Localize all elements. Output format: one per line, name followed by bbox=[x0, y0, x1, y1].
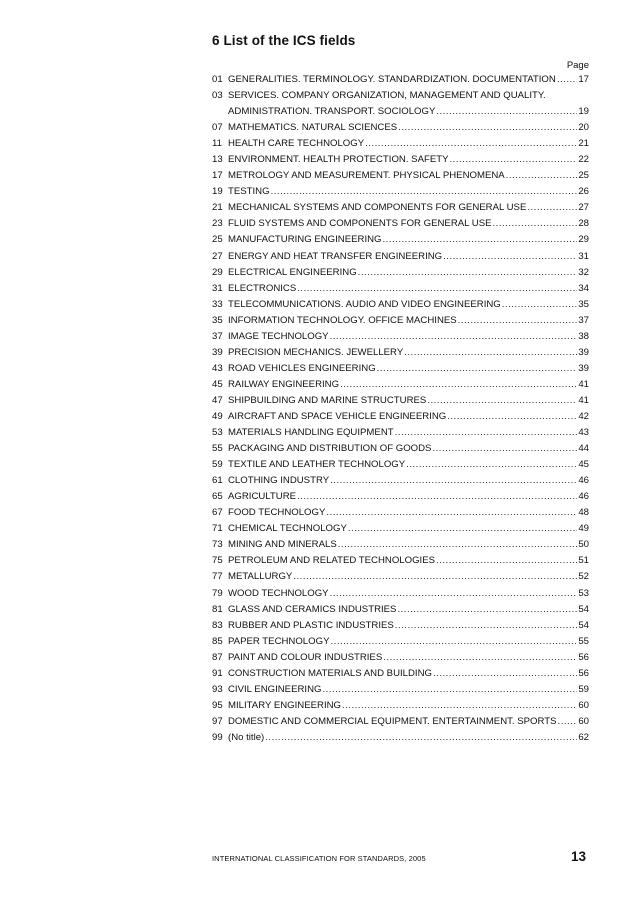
toc-entry-code: 49 bbox=[212, 410, 223, 422]
toc-entry-label: ELECTRONICS bbox=[228, 282, 297, 294]
toc-entry-label: CLOTHING INDUSTRY bbox=[228, 475, 330, 487]
toc-leader-dots bbox=[404, 345, 577, 361]
toc-entry-code: 13 bbox=[212, 154, 223, 166]
toc-entry-label: SERVICES. COMPANY ORGANIZATION, MANAGEMENT AND QUALITY. bbox=[228, 90, 546, 102]
toc-entry-label: AGRICULTURE bbox=[228, 491, 297, 503]
toc-leader-dots bbox=[338, 537, 578, 553]
toc-entry-label: TELECOMMUNICATIONS. AUDIO AND VIDEO ENGINEERING bbox=[228, 298, 501, 310]
toc-entry-code: 17 bbox=[212, 170, 223, 182]
toc-entry-code: 65 bbox=[212, 491, 223, 503]
toc-leader-dots bbox=[383, 650, 577, 666]
toc-entry-page: 34 bbox=[578, 282, 589, 294]
toc-entry bbox=[212, 666, 589, 682]
toc-entry bbox=[212, 393, 589, 409]
toc-entry-page: 59 bbox=[578, 683, 589, 695]
toc-entry-code: 45 bbox=[212, 378, 223, 390]
toc-entry-label-continued: ADMINISTRATION. TRANSPORT. SOCIOLOGY bbox=[228, 106, 436, 118]
toc-entry bbox=[212, 313, 589, 329]
footer-text: INTERNATIONAL CLASSIFICATION FOR STANDARDS, 2005 bbox=[212, 854, 426, 863]
toc-entry bbox=[212, 88, 589, 104]
toc-leader-dots bbox=[383, 232, 578, 248]
toc-entry bbox=[212, 345, 589, 361]
toc-entry-page: 31 bbox=[578, 250, 589, 262]
toc-leader-dots bbox=[436, 104, 577, 120]
footer-page-number: 13 bbox=[570, 849, 586, 864]
toc-leader-dots bbox=[395, 618, 578, 634]
toc-entry-label: CIVIL ENGINEERING bbox=[228, 683, 322, 695]
toc-entry-label: PETROLEUM AND RELATED TECHNOLOGIES bbox=[228, 555, 436, 567]
toc-entry-label: INFORMATION TECHNOLOGY. OFFICE MACHINES bbox=[228, 314, 457, 326]
toc-entry-page: 38 bbox=[578, 330, 589, 342]
toc-entry-code: 67 bbox=[212, 507, 223, 519]
toc-entry bbox=[212, 232, 589, 248]
toc-entry-page: 51 bbox=[578, 555, 589, 567]
toc-entry-page: 21 bbox=[578, 138, 589, 150]
toc-entry bbox=[212, 425, 589, 441]
toc-entry-label: PRECISION MECHANICS. JEWELLERY bbox=[228, 346, 404, 358]
toc-entry-code: 93 bbox=[212, 683, 223, 695]
toc-entry bbox=[212, 505, 589, 521]
toc-leader-dots bbox=[406, 457, 577, 473]
toc-entry-code: 75 bbox=[212, 555, 223, 567]
toc-leader-dots bbox=[271, 184, 578, 200]
toc-entry bbox=[212, 473, 589, 489]
toc-entry-label: HEALTH CARE TECHNOLOGY bbox=[228, 138, 365, 150]
toc-leader-dots bbox=[293, 569, 577, 585]
toc-entry-label: MANUFACTURING ENGINEERING bbox=[228, 234, 382, 246]
toc-leader-dots bbox=[502, 297, 578, 313]
toc-entry-code: 33 bbox=[212, 298, 223, 310]
toc-entry-page: 41 bbox=[578, 378, 589, 390]
toc-leader-dots bbox=[427, 393, 577, 409]
toc-entry-code: 59 bbox=[212, 459, 223, 471]
toc-leader-dots bbox=[443, 249, 577, 265]
toc-entry-page: 17 bbox=[578, 74, 589, 85]
toc-entry bbox=[212, 265, 589, 281]
toc-leader-dots bbox=[433, 666, 577, 682]
toc-entry bbox=[212, 489, 589, 505]
page-column-label: Page bbox=[566, 60, 589, 71]
toc-entry bbox=[212, 618, 589, 634]
toc-entry-code: 79 bbox=[212, 587, 223, 599]
toc-leader-dots bbox=[493, 216, 578, 232]
toc-entry bbox=[212, 714, 589, 730]
toc-entry bbox=[212, 120, 589, 136]
toc-entry bbox=[212, 216, 589, 232]
toc-entry bbox=[212, 168, 589, 184]
toc-entry bbox=[212, 602, 589, 618]
toc-entry-label: DOMESTIC AND COMMERCIAL EQUIPMENT. ENTERTAINMENT. SPORTS bbox=[228, 715, 557, 727]
toc-entry-label: CONSTRUCTION MATERIALS AND BUILDING bbox=[228, 667, 432, 679]
toc-entry-code: 29 bbox=[212, 266, 223, 278]
toc-entry bbox=[212, 650, 589, 666]
toc-entry bbox=[212, 569, 589, 585]
toc-leader-dots bbox=[330, 586, 578, 602]
toc-entry-page: 60 bbox=[578, 699, 589, 711]
toc-entry-label: PACKAGING AND DISTRIBUTION OF GOODS bbox=[228, 443, 432, 455]
toc-entry-label: CHEMICAL TECHNOLOGY bbox=[228, 523, 347, 535]
toc-leader-dots bbox=[527, 200, 577, 216]
toc-entry bbox=[212, 281, 589, 297]
toc-entry bbox=[212, 72, 589, 88]
toc-entry bbox=[212, 104, 589, 120]
toc-entry-code: 71 bbox=[212, 523, 223, 535]
toc-entry-code: 97 bbox=[212, 715, 223, 727]
toc-entry-code: 37 bbox=[212, 330, 223, 342]
toc-leader-dots bbox=[326, 505, 577, 521]
toc-leader-dots bbox=[447, 409, 577, 425]
toc-leader-dots bbox=[342, 698, 577, 714]
toc-entry-label: METROLOGY AND MEASUREMENT. PHYSICAL PHENOMENA bbox=[228, 170, 505, 182]
toc-entry-code: 07 bbox=[212, 122, 223, 134]
toc-entry-code: 27 bbox=[212, 250, 223, 262]
toc-leader-dots bbox=[330, 329, 578, 345]
toc-entry bbox=[212, 377, 589, 393]
toc-leader-dots bbox=[395, 425, 578, 441]
toc-entry-label: MILITARY ENGINEERING bbox=[228, 699, 342, 711]
toc-entry-code: 47 bbox=[212, 394, 223, 406]
toc-entry-code: 35 bbox=[212, 314, 223, 326]
toc-entry-label: MECHANICAL SYSTEMS AND COMPONENTS FOR GENERAL USE bbox=[228, 202, 527, 214]
toc-entry-page: 56 bbox=[578, 651, 589, 663]
toc-entry bbox=[212, 329, 589, 345]
toc-entry-code: 21 bbox=[212, 202, 223, 214]
toc-entry-page: 22 bbox=[578, 154, 589, 166]
toc-leader-dots bbox=[377, 361, 578, 377]
toc-entry-page: 48 bbox=[578, 507, 589, 519]
toc-entry-label: GENERALITIES. TERMINOLOGY. STANDARDIZATION. DOCUMENTATION bbox=[228, 74, 556, 85]
toc-entry-page: 45 bbox=[578, 459, 589, 471]
toc-leader-dots bbox=[436, 553, 577, 569]
toc-entry-page: 39 bbox=[578, 362, 589, 374]
toc-leader-dots bbox=[506, 168, 578, 184]
toc-entry-label: ELECTRICAL ENGINEERING bbox=[228, 266, 357, 278]
toc-leader-dots bbox=[322, 682, 577, 698]
toc-entry-code: 83 bbox=[212, 619, 223, 631]
toc-leader-dots bbox=[458, 313, 578, 329]
toc-entry-label: MATERIALS HANDLING EQUIPMENT bbox=[228, 427, 394, 439]
toc-entry-code: 03 bbox=[212, 90, 223, 102]
toc-entry-code: 85 bbox=[212, 635, 223, 647]
toc-entry-code: 23 bbox=[212, 218, 223, 230]
toc-entry-page: 32 bbox=[578, 266, 589, 278]
toc-entry-page: 29 bbox=[578, 234, 589, 246]
toc-entry-label: ROAD VEHICLES ENGINEERING bbox=[228, 362, 376, 374]
toc-entry bbox=[212, 634, 589, 650]
toc-leader-dots bbox=[340, 377, 577, 393]
toc-entry-label: FOOD TECHNOLOGY bbox=[228, 507, 326, 519]
toc-entry-page: 19 bbox=[578, 106, 589, 118]
toc-entry-label: PAPER TECHNOLOGY bbox=[228, 635, 330, 647]
toc-entry-page: 26 bbox=[578, 186, 589, 198]
toc-entry bbox=[212, 586, 589, 602]
toc-entry-page: 52 bbox=[578, 571, 589, 583]
toc-entry-label: PAINT AND COLOUR INDUSTRIES bbox=[228, 651, 383, 663]
toc-entry-page: 60 bbox=[578, 715, 589, 727]
toc-leader-dots bbox=[450, 152, 578, 168]
toc-leader-dots bbox=[397, 602, 577, 618]
toc-entry-page: 28 bbox=[578, 218, 589, 230]
toc-entry bbox=[212, 682, 589, 698]
toc-entry bbox=[212, 441, 589, 457]
toc-entry-page: 54 bbox=[578, 619, 589, 631]
toc-entry-label: WOOD TECHNOLOGY bbox=[228, 587, 329, 599]
toc-entry-label: ENERGY AND HEAT TRANSFER ENGINEERING bbox=[228, 250, 443, 262]
toc-entry-page: 43 bbox=[578, 427, 589, 439]
toc-entry bbox=[212, 457, 589, 473]
toc-entry-label: TEXTILE AND LEATHER TECHNOLOGY bbox=[228, 459, 406, 471]
toc-entry-code: 39 bbox=[212, 346, 223, 358]
toc-leader-dots bbox=[432, 441, 577, 457]
toc-entry bbox=[212, 553, 589, 569]
toc-entry-label: FLUID SYSTEMS AND COMPONENTS FOR GENERAL USE bbox=[228, 218, 492, 230]
ics-fields-list bbox=[212, 72, 589, 746]
toc-entry bbox=[212, 409, 589, 425]
toc-entry-code: 91 bbox=[212, 667, 223, 679]
toc-entry-page: 27 bbox=[578, 202, 589, 214]
toc-entry-code: 81 bbox=[212, 603, 223, 615]
toc-entry-code: 53 bbox=[212, 427, 223, 439]
toc-entry-label: (No title) bbox=[228, 731, 265, 743]
toc-entry-code: 31 bbox=[212, 282, 223, 294]
toc-entry-code: 19 bbox=[212, 186, 223, 198]
toc-entry-label: GLASS AND CERAMICS INDUSTRIES bbox=[228, 603, 397, 615]
toc-entry-label: MINING AND MINERALS bbox=[228, 539, 337, 551]
toc-entry-code: 61 bbox=[212, 475, 223, 487]
toc-entry-code: 95 bbox=[212, 699, 223, 711]
toc-entry-page: 20 bbox=[578, 122, 589, 134]
toc-leader-dots bbox=[558, 714, 578, 730]
toc-entry-code: 11 bbox=[212, 138, 222, 150]
toc-entry-code: 77 bbox=[212, 571, 223, 583]
toc-leader-dots bbox=[330, 634, 577, 650]
toc-entry-page: 44 bbox=[578, 443, 589, 455]
toc-entry bbox=[212, 152, 589, 168]
toc-entry-page: 50 bbox=[578, 539, 589, 551]
toc-leader-dots bbox=[365, 136, 577, 152]
toc-entry-label: AIRCRAFT AND SPACE VEHICLE ENGINEERING bbox=[228, 410, 447, 422]
toc-entry-page: 53 bbox=[578, 587, 589, 599]
toc-entry-page: 35 bbox=[578, 298, 589, 310]
toc-entry-page: 49 bbox=[578, 523, 589, 535]
toc-entry-page: 55 bbox=[578, 635, 589, 647]
toc-entry-page: 62 bbox=[578, 731, 589, 743]
toc-entry-label: IMAGE TECHNOLOGY bbox=[228, 330, 329, 342]
toc-entry bbox=[212, 361, 589, 377]
toc-entry-page: 46 bbox=[578, 491, 589, 503]
toc-entry-code: 87 bbox=[212, 651, 223, 663]
toc-entry bbox=[212, 297, 589, 313]
toc-entry-label: METALLURGY bbox=[228, 571, 293, 583]
toc-entry-label: RUBBER AND PLASTIC INDUSTRIES bbox=[228, 619, 394, 631]
toc-entry bbox=[212, 730, 589, 746]
toc-entry-label: RAILWAY ENGINEERING bbox=[228, 378, 340, 390]
toc-leader-dots bbox=[398, 120, 577, 136]
toc-leader-dots bbox=[557, 72, 578, 88]
toc-entry-page: 25 bbox=[578, 170, 589, 182]
toc-leader-dots bbox=[330, 473, 577, 489]
toc-entry-code: 99 bbox=[212, 731, 223, 743]
toc-entry-code: 73 bbox=[212, 539, 223, 551]
toc-entry-page: 37 bbox=[578, 314, 589, 326]
toc-entry bbox=[212, 521, 589, 537]
toc-entry-page: 41 bbox=[578, 394, 589, 406]
toc-entry bbox=[212, 537, 589, 553]
toc-entry-code: 25 bbox=[212, 234, 223, 246]
toc-entry-page: 42 bbox=[578, 410, 589, 422]
toc-leader-dots bbox=[265, 730, 577, 746]
toc-entry bbox=[212, 249, 589, 265]
toc-entry bbox=[212, 184, 589, 200]
toc-entry-code: 43 bbox=[212, 362, 223, 374]
toc-entry-code: 55 bbox=[212, 443, 223, 455]
toc-entry-page: 54 bbox=[578, 603, 589, 615]
toc-leader-dots bbox=[297, 489, 577, 505]
toc-leader-dots bbox=[348, 521, 577, 537]
toc-entry bbox=[212, 698, 589, 714]
page-title: 6 List of the ICS fields bbox=[212, 33, 356, 48]
toc-entry bbox=[212, 136, 589, 152]
toc-entry-page: 46 bbox=[578, 475, 589, 487]
toc-leader-dots bbox=[358, 265, 578, 281]
toc-entry bbox=[212, 200, 589, 216]
toc-entry-label: SHIPBUILDING AND MARINE STRUCTURES bbox=[228, 394, 427, 406]
toc-entry-page: 39 bbox=[578, 346, 589, 358]
toc-entry-label: TESTING bbox=[228, 186, 270, 198]
toc-entry-label: ENVIRONMENT. HEALTH PROTECTION. SAFETY bbox=[228, 154, 449, 166]
toc-entry-label: MATHEMATICS. NATURAL SCIENCES bbox=[228, 122, 398, 134]
toc-entry-code: 01 bbox=[212, 74, 223, 85]
toc-entry-page: 56 bbox=[578, 667, 589, 679]
toc-leader-dots bbox=[297, 281, 577, 297]
